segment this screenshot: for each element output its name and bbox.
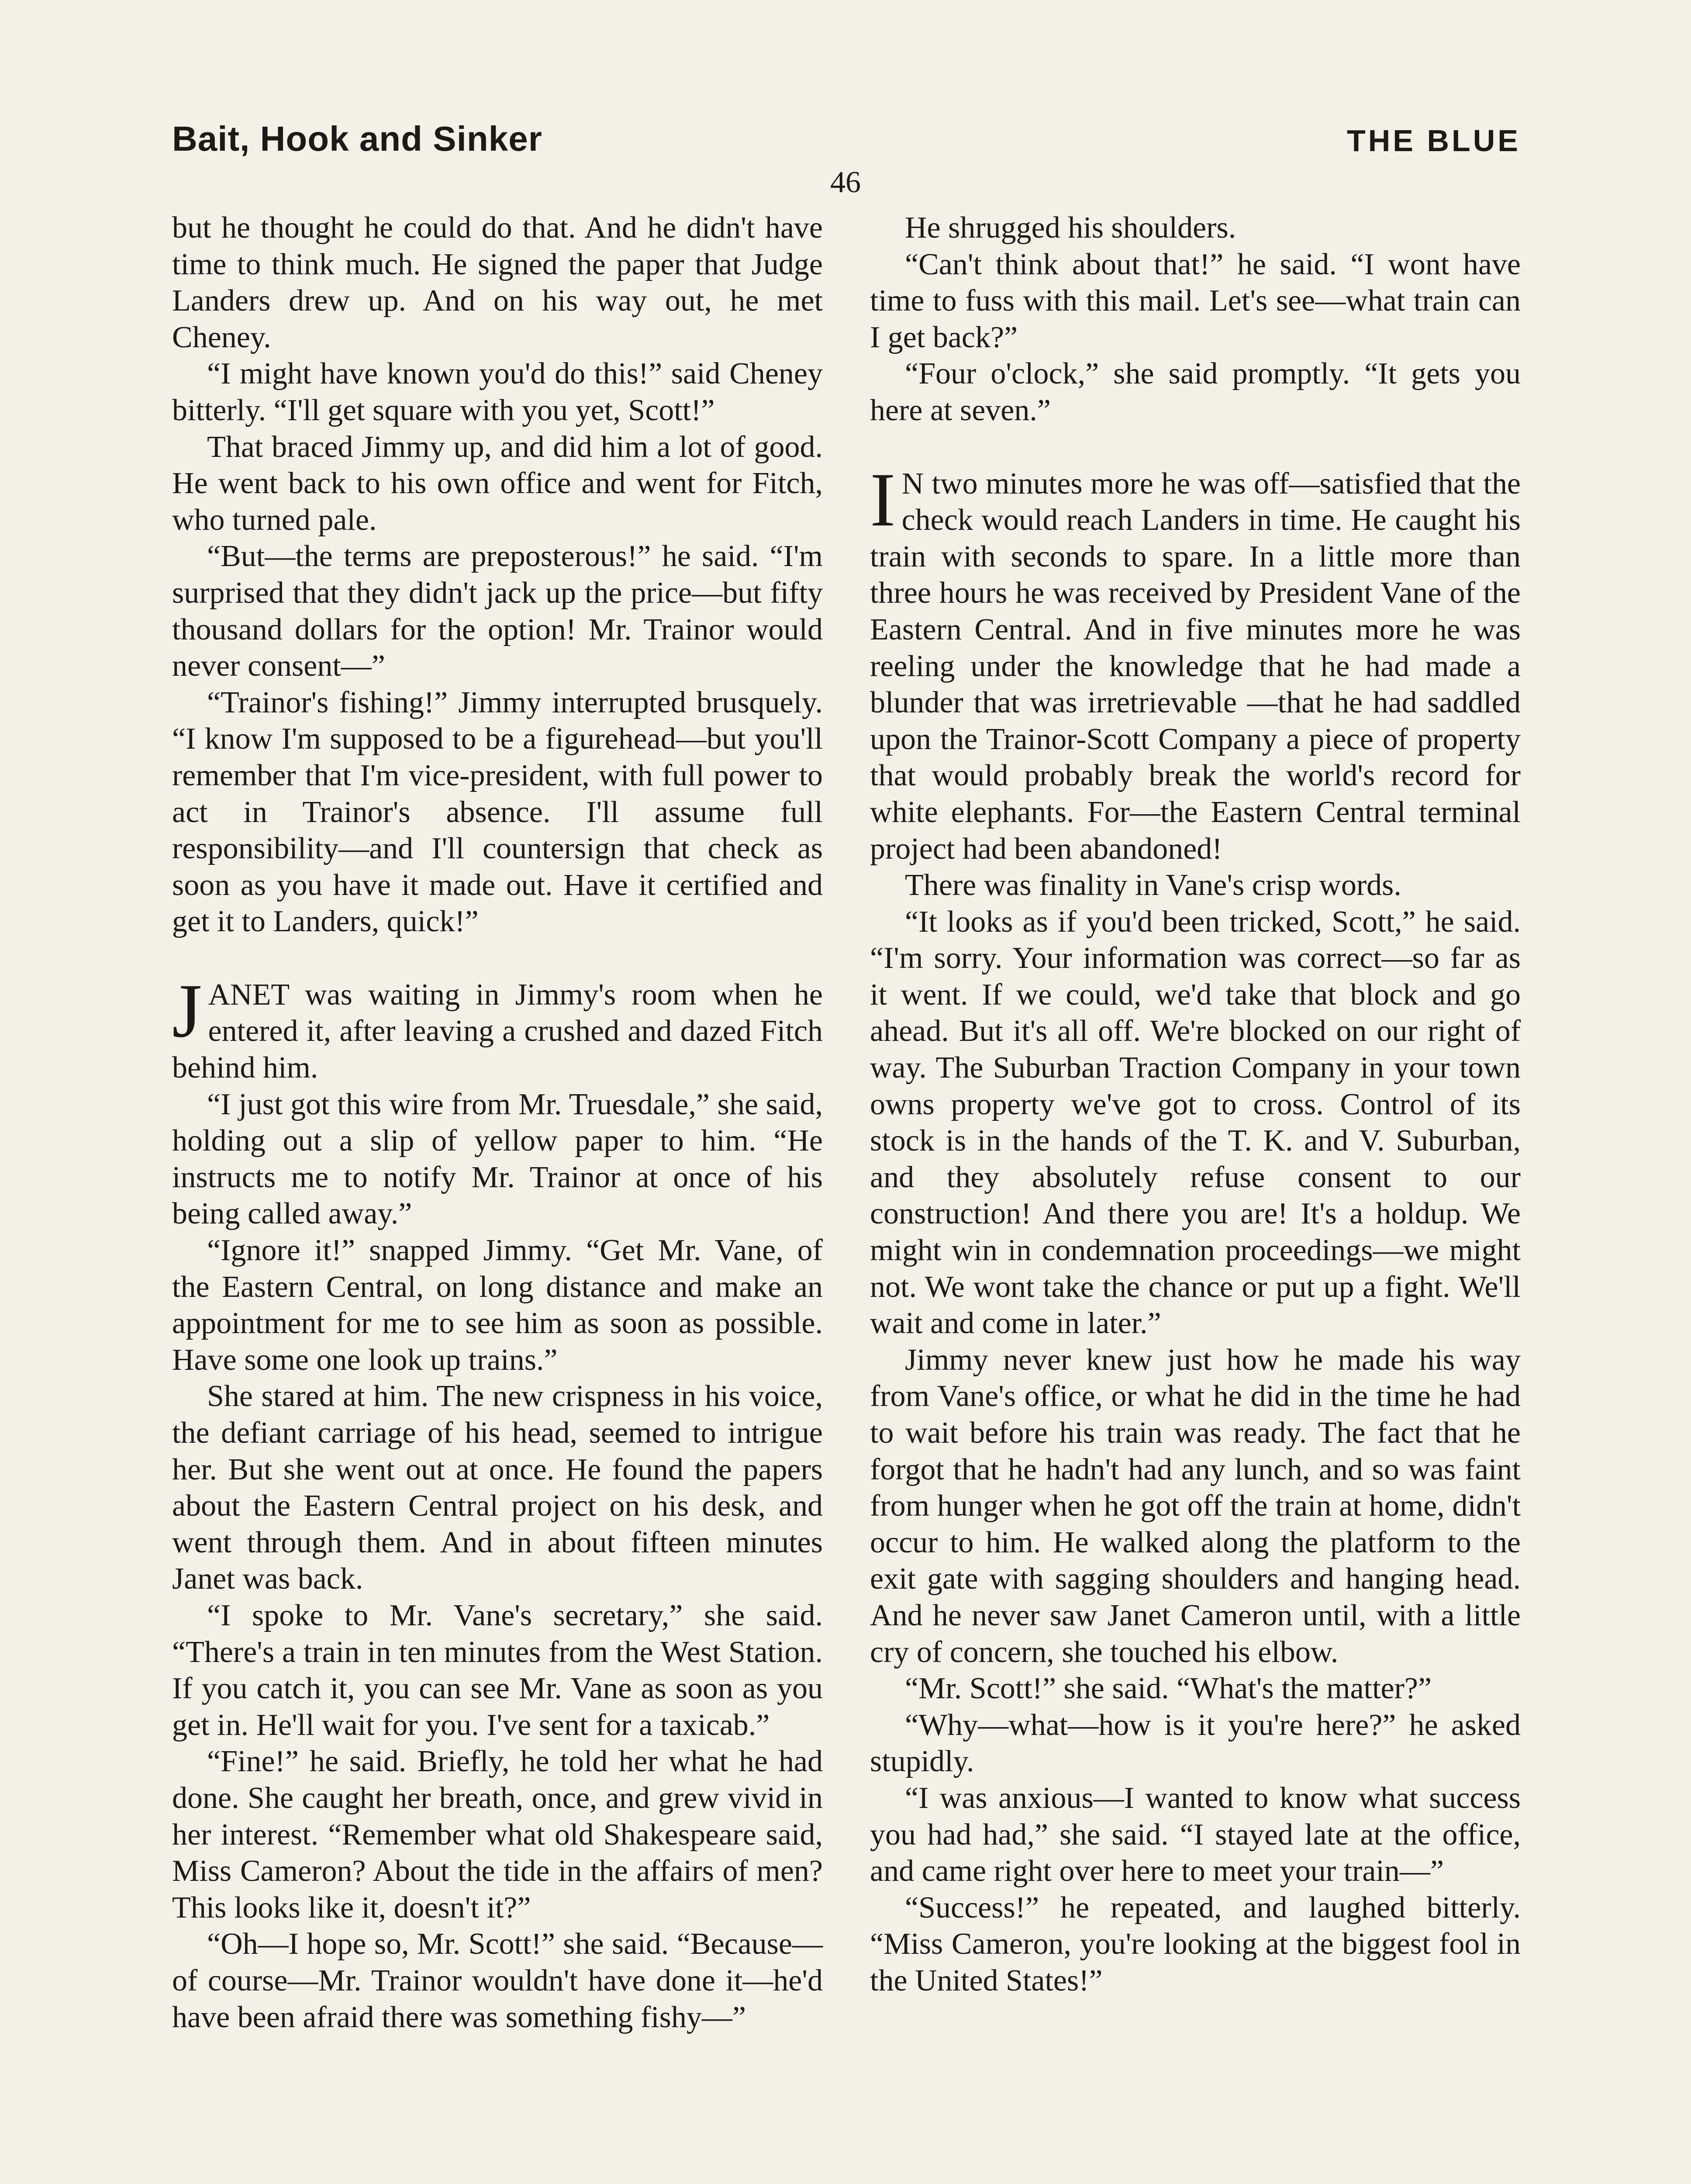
section-opening-paragraph xyxy=(870,457,1521,867)
paragraph: “Ignore it!” snapped Jimmy. “Get Mr. Vane, of the Eastern Central, on long distance and make an appointment for me to see him as soon as possible. Have some one look up trains.” xyxy=(172,1234,823,1377)
paragraph: “I might have known you'd do this!” said Cheney bitterly. “I'll get square with you yet, Scott!” xyxy=(172,357,823,427)
paragraph-text: ANET was waiting in Jimmy's room when he entered it, after leaving a crushed and dazed Fitch behind him. xyxy=(172,978,823,1085)
paragraph: “I spoke to Mr. Vane's secretary,” she said. “There's a train in ten minutes from the West Station. If you catch it, you can see Mr. Vane as soon as you get in. He'll wait for you. I've sent for a taxicab.” xyxy=(172,1598,823,1742)
paragraph: That braced Jimmy up, and did him a lot of good. He went back to his own office and went for Fitch, who turned pale. xyxy=(172,430,823,537)
magazine-name: THE BLUE xyxy=(1347,124,1521,158)
paragraph: “I was anxious—I wanted to know what success you had had,” she said. “I stayed late at the office, and came right over here to meet your train—” xyxy=(870,1781,1521,1888)
paragraph: She stared at him. The new crispness in his voice, the defiant carriage of his head, seemed to intrigue her. But she went out at once. He found the papers about the Eastern Central project on his desk, and went through them. And in about fifteen minutes Janet was back. xyxy=(172,1379,823,1596)
paragraph: There was finality in Vane's crisp words. xyxy=(905,868,1401,902)
paragraph: “Why—what—how is it you're here?” he asked stupidly. xyxy=(870,1708,1521,1779)
section-opening-paragraph xyxy=(172,968,823,1086)
paragraph: “It looks as if you'd been tricked, Scott,” he said. “I'm sorry. Your information was correct—so far as it went. If we could, we'd take that block and go ahead. But it's all off. We're blocked on our right of way. The Suburban Traction Company in your town owns property we've got to cross. Control of its stock is in the hands of the T. K. and V. Suburban, and they absolutely refuse consent to our construction! And there you are! It's a holdup. We might win in condemnation proceedings—we might not. We wont take the chance or put up a fight. We'll wait and come in later.” xyxy=(870,905,1521,1341)
story-title: Bait, Hook and Sinker xyxy=(172,119,542,158)
paragraph: “Fine!” he said. Briefly, he told her what he had done. She caught her breath, once, and grew vivid in her interest. “Remember what old Shakespeare said, Miss Cameron? About the tide in the affairs of men? This looks like it, doesn't it?” xyxy=(172,1745,823,1925)
drop-cap: I xyxy=(870,457,896,543)
right-column xyxy=(870,210,1521,1999)
paragraph-text: N two minutes more he was off—satisfied that the check would reach Landers in time. He caught his train with seconds to spare. In a little more than three hours he was received by President Vane of the Eastern Central. And in five minutes more he was reeling under the knowledge that he had made a blunder that was irretrievable —that he had saddled upon the Trainor-Scott Company a piece of property that would probably break the world's record for white elephants. For—the Eastern Central terminal project had been abandoned! xyxy=(870,467,1521,866)
paragraph: “Can't think about that!” he said. “I wont have time to fuss with this mail. Let's see—what train can I get back?” xyxy=(870,247,1521,354)
drop-cap: J xyxy=(172,968,202,1054)
paragraph: “Four o'clock,” she said promptly. “It gets you here at seven.” xyxy=(870,357,1521,427)
paragraph: Jimmy never knew just how he made his way from Vane's office, or what he did in the time he had to wait before his train was ready. The fact that he forgot that he hadn't had any lunch, and so was faint from hunger when he got off the train at home, didn't occur to him. He walked along the platform to the exit gate with sagging shoulders and hanging head. And he never saw Janet Cameron until, with a little cry of concern, she touched his elbow. xyxy=(870,1343,1521,1669)
paragraph: He shrugged his shoulders. xyxy=(905,211,1236,245)
paragraph: “Oh—I hope so, Mr. Scott!” she said. “Because—of course—Mr. Trainor wouldn't have done it—he'd have been afraid there was something fishy—” xyxy=(172,1927,823,2034)
paragraph: “Mr. Scott!” she said. “What's the matter?” xyxy=(905,1672,1432,1706)
section-break xyxy=(172,940,823,977)
left-column xyxy=(172,210,823,2035)
page-number: 46 xyxy=(830,166,861,199)
paragraph: “Trainor's fishing!” Jimmy interrupted brusquely. “I know I'm supposed to be a figurehead—but you'll remember that I'm vice-president, with full power to act in Trainor's absence. I'll assume full responsibility—and I'll countersign that check as soon as you have it made out. Have it certified and get it to Landers, quick!” xyxy=(172,685,823,939)
section-break xyxy=(870,429,1521,466)
paragraph: “I just got this wire from Mr. Truesdale,” she said, holding out a slip of yellow paper to him. “He instructs me to notify Mr. Trainor at once of his being called away.” xyxy=(172,1087,823,1231)
paragraph: “Success!” he repeated, and laughed bitterly. “Miss Cameron, you're looking at the biggest fool in the United States!” xyxy=(870,1890,1521,1997)
paragraph: but he thought he could do that. And he didn't have time to think much. He signed the paper that Judge Landers drew up. And on his way out, he met Cheney. xyxy=(172,211,823,354)
paragraph: “But—the terms are preposterous!” he said. “I'm surprised that they didn't jack up the price—but fifty thousand dollars for the option! Mr. Trainor would never consent—” xyxy=(172,539,823,683)
